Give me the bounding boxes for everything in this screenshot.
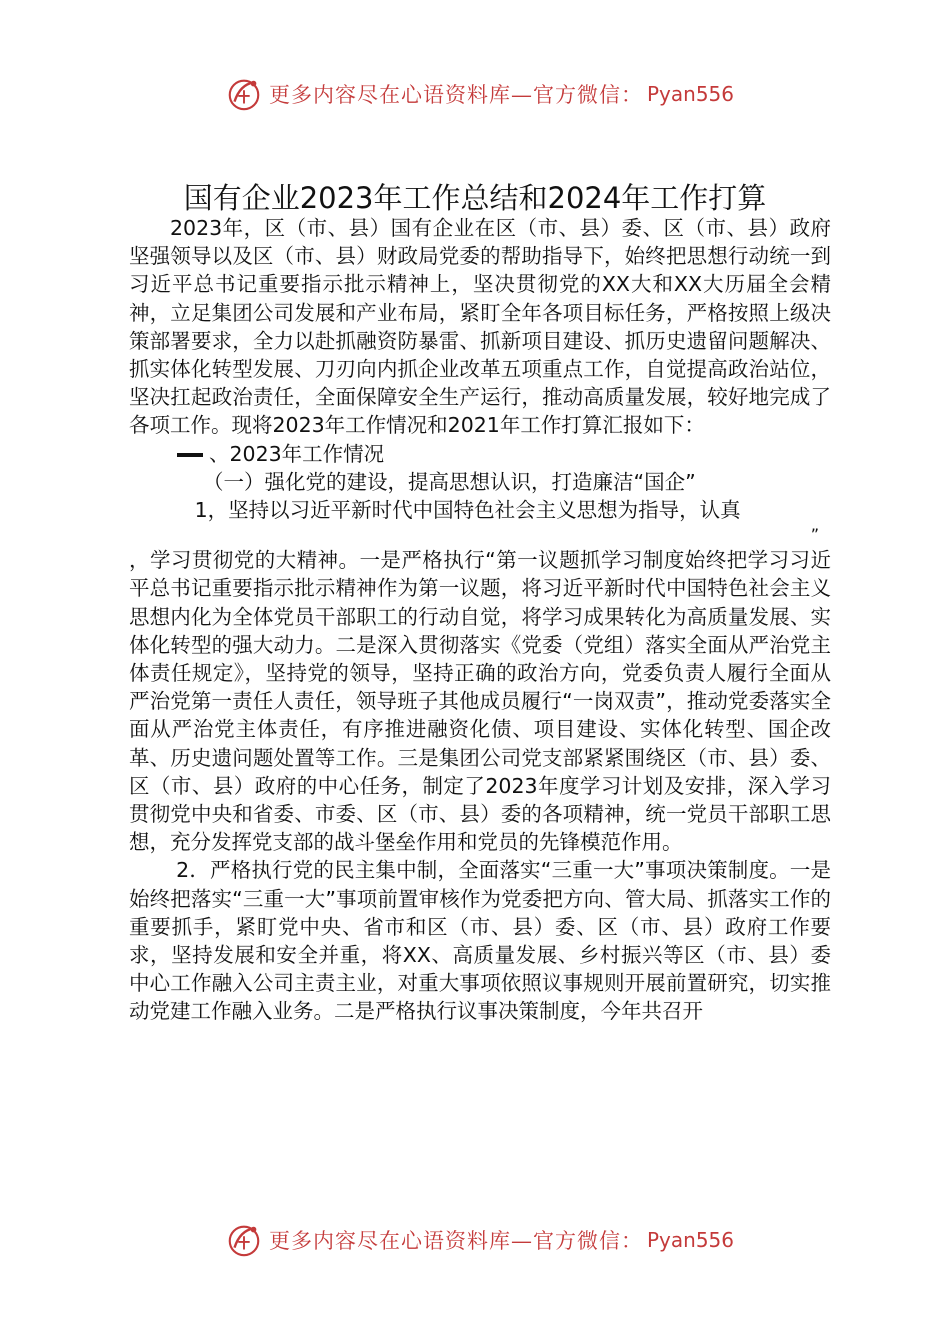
footer-banner [225,1220,734,1260]
banner-wechat-id: Pyan556 [647,1228,735,1252]
section-heading-1-text: 、2023年工作情况 [209,441,385,466]
logo-icon [225,1221,263,1259]
banner-text: 更多内容尽在心语资料库—官方微信： [269,1229,643,1253]
item-heading: 1，坚持以习近平新时代中国特色社会主义思想为指导，认真 [194,498,741,523]
body-paragraph-2: 2．严格执行党的民主集中制，全面落实“三重一大”事项决策制度。一是始终把落实“三重一大”事项前置审核作为党委把方向、管大局、抓落实工作的重要抓手，紧盯党中央、省市和区（市、县）委、区（市、县）政府工作要求，坚持发展和安全并重，将XX、高质量发展、乡村振兴等区（市、县）委中心工作融入公司主责主业，对重大事项依照议事规则开展前置研究，切实推动党建工作融入业务。二是严格执行议事决策制度，今年共召开 [129,858,831,1024]
document-body [129,214,831,1026]
document-title: 国有企业2023年工作总结和2024年工作打算 [183,181,767,215]
section-heading-1 [129,440,831,468]
logo-icon [225,75,263,113]
header-banner [225,74,734,114]
banner-text: 更多内容尽在心语资料库—官方微信： [269,83,643,107]
body-paragraph-1: ，学习贯彻党的大精神。一是严格执行“第一议题抓学习制度始终把学习习近平总书记重要指示批示精神作为第一议题，将习近平新时代中国特色社会主义思想内化为全体党员干部职工的行动自觉，将学习成果转化为高质量发展、实体化转型的强大动力。二是深入贯彻落实《党委（党组）落实全面从严治党主体责任规定》，坚持党的领导，坚持正确的政治方向，党委负责人履行全面从严治党第一责任人责任，领导班子其他成员履行“一岗双责”，推动党委落实全面从严治党主体责任，有序推进融资化债、项目建设、实体化转型、国企改革、历史遗问题处置等工作。三是集团公司党支部紧紧围绕区（市、县）委、区（市、县）政府的中心任务，制定了2023年度学习计划及安排，深入学习贯彻党中央和省委、市委、区（市、县）委的各项精神，统一党员干部职工思想，充分发挥党支部的战斗堡垒作用和党员的先锋模范作用。 [129,548,831,855]
subsection-heading: （一）强化党的建设，提高思想认识，打造廉洁“国企” [203,469,696,494]
dash-mark [177,453,203,457]
intro-paragraph: 2023年，区（市、县）国有企业在区（市、县）委、区（市、县）政府坚强领导以及区（市、县）财政局党委的帮助指导下，始终把思想行动统一到习近平总书记重要指示批示精神上，坚决贯彻党的XX大和XX大历届全会精神，立足集团公司发展和产业布局，紧盯全年各项目标任务，严格按照上级决策部署要求，全力以赴抓融资防暴雷、抓新项目建设、抓历史遗留问题解决、抓实体化转型发展、刀刃向内抓企业改革五项重点工作，自觉提高政治站位，坚决扛起政治责任，全面保障安全生产运行，推动高质量发展，较好地完成了各项工作。现将2023年工作情况和2021年工作打算汇报如下： [129,216,831,438]
stray-quote-mark: ” [810,525,819,545]
banner-wechat-id: Pyan556 [647,82,735,106]
